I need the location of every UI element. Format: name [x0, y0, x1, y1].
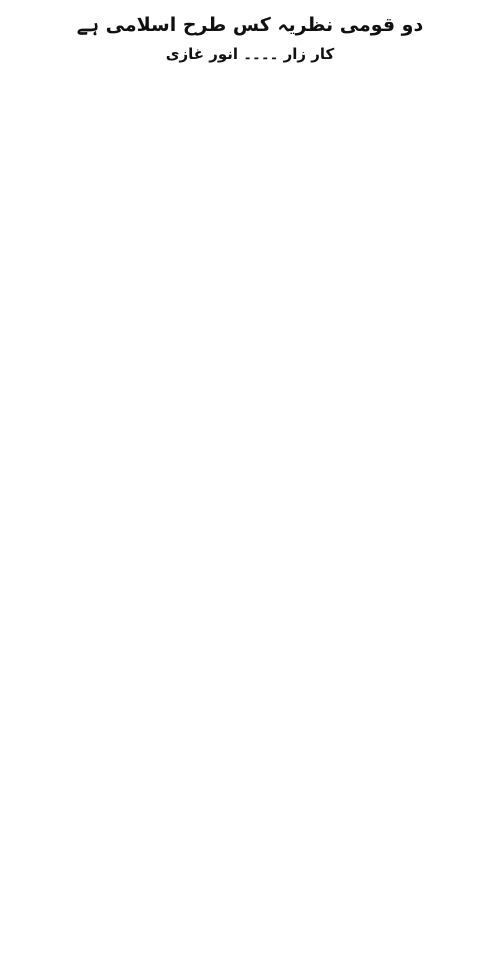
- article-title: دو قومی نظریہ کس طرح اسلامی ہے: [76, 14, 424, 36]
- article-byline: کار زار ۔۔۔۔ انور غازی: [165, 45, 335, 63]
